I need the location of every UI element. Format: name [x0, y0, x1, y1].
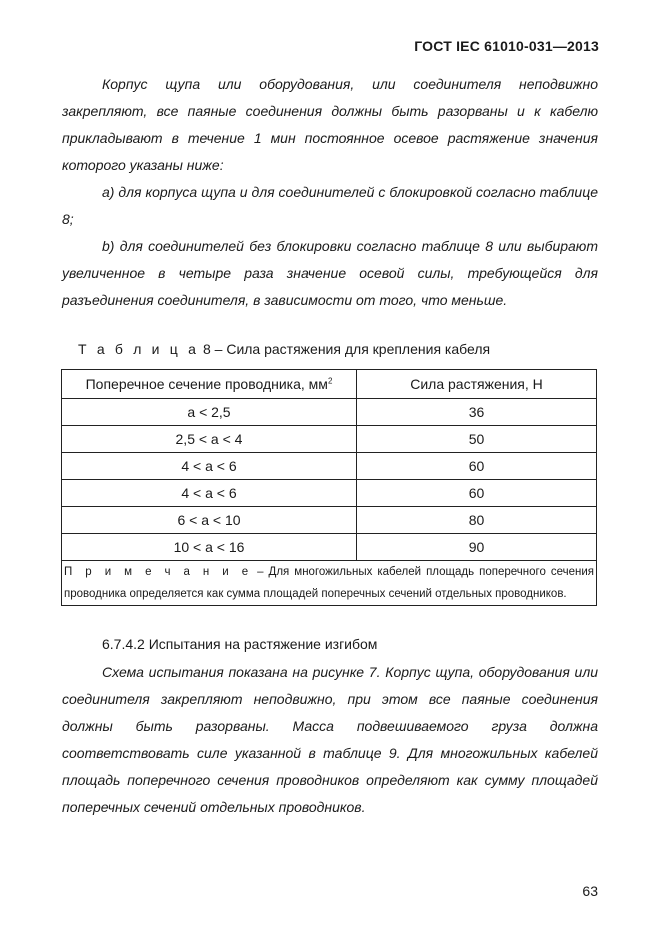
table-row — [62, 426, 597, 453]
paragraph-item-a: a) для корпуса щупа и для соединителей с блокировкой согласно таблице 8; — [62, 184, 598, 227]
document-header: ГОСТ IEC 61010-031—2013 — [414, 38, 599, 54]
cell-force: 60 — [357, 480, 597, 507]
page-number: 63 — [582, 883, 598, 899]
tension-table — [61, 369, 597, 606]
paragraph-item-b: b) для соединителей без блокировки согласно таблице 8 или выбирают увеличенное в четыре раза значение осевой силы, требующейся для разъединения соединителя, в зависимости от того, что меньше. — [62, 238, 598, 308]
table-row — [62, 507, 597, 534]
note-text: – Для многожильных кабелей площадь поперечного сечения проводника определяется как сумма площадей поперечных сечений отдельных проводников. — [64, 566, 595, 600]
cell-force: 50 — [357, 426, 597, 453]
section-heading: 6.7.4.2 Испытания на растяжение изгибом — [102, 636, 378, 652]
cell-section: a < 2,5 — [62, 399, 357, 426]
table-caption — [78, 341, 490, 357]
cell-section: 4 < a < 6 — [62, 480, 357, 507]
table-note — [62, 561, 597, 606]
note-label: П р и м е ч а н и е — [64, 566, 253, 578]
cell-section: 2,5 < a < 4 — [62, 426, 357, 453]
header-cell-force: Сила растяжения, Н — [357, 370, 597, 399]
table-row — [62, 480, 597, 507]
cell-force: 80 — [357, 507, 597, 534]
header-section-unit-sup: 2 — [327, 376, 333, 386]
table-note-row — [62, 561, 597, 606]
table-row — [62, 399, 597, 426]
cell-force: 36 — [357, 399, 597, 426]
cell-section: 4 < a < 6 — [62, 453, 357, 480]
header-section-label: Поперечное сечение проводника, мм — [85, 376, 328, 392]
cell-section: 10 < a < 16 — [62, 534, 357, 561]
table-row — [62, 534, 597, 561]
paragraph-test-scheme: Схема испытания показана на рисунке 7. Корпус щупа, оборудования или соединителя закрепляют неподвижно, при этом все паяные соединения должны быть разорваны. Масса подвешиваемого груза должна соответствовать силе указанной в таблице 9. Для многожильных кабелей площадь поперечного сечения проводников определяют как сумму площадей поперечных сечений отдельных проводников. — [62, 664, 598, 815]
paragraph-fixing: Корпус щупа или оборудования, или соединителя неподвижно закрепляют, все паяные соединения должны быть разорваны и к кабелю прикладывают в течение 1 мин постоянное осевое растяжение значения которого указаны ниже: — [62, 76, 598, 173]
table-row — [62, 453, 597, 480]
cell-force: 90 — [357, 534, 597, 561]
cell-force: 60 — [357, 453, 597, 480]
table-caption-label: Т а б л и ц а — [78, 341, 200, 357]
table-caption-title: 8 – Сила растяжения для крепления кабеля — [199, 341, 491, 357]
cell-section: 6 < a < 10 — [62, 507, 357, 534]
table-header-row — [62, 370, 597, 399]
header-cell-section — [62, 370, 357, 399]
